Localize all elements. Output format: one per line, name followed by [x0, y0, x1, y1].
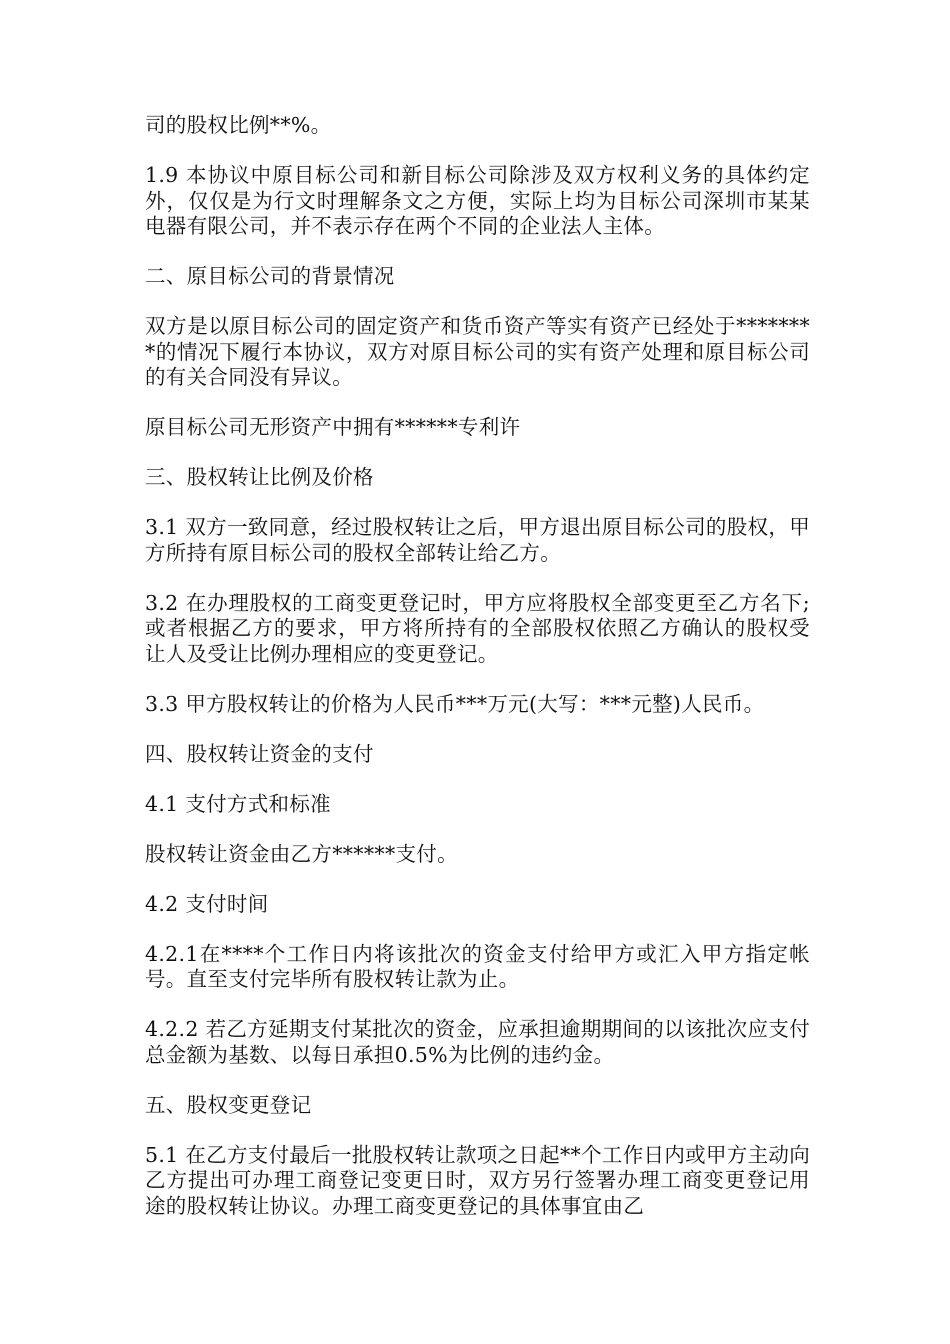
paragraph-clause-3-3: 3.3 甲方股权转让的价格为人民币***万元(大写：***元整)人民币。	[145, 691, 765, 716]
document-body	[145, 113, 810, 1244]
paragraph-background: 双方是以原目标公司的固定资产和货币资产等实有资产已经处于********的情况下履行本协议，双方对原目标公司的实有资产处理和原目标公司的有关合同没有异议。	[145, 314, 810, 389]
section-heading-2: 二、原目标公司的背景情况	[145, 264, 395, 288]
paragraph-clause-3-1: 3.1 双方一致同意，经过股权转让之后，甲方退出原目标公司的股权，甲方所持有原目标公司的股权全部转让给乙方。	[145, 515, 810, 565]
paragraph-clause-1-9: 1.9 本协议中原目标公司和新目标公司除涉及双方权利义务的具体约定外，仅仅是为行文时理解条文之方便，实际上均为目标公司深圳市某某电器有限公司，并不表示存在两个不同的企业法人主体。	[145, 163, 810, 238]
paragraph-clause-4-2-1: 4.2.1在****个工作日内将该批次的资金支付给甲方或汇入甲方指定帐号。直至支付完毕所有股权转让款为止。	[145, 941, 810, 991]
paragraph-clause-5-1: 5.1 在乙方支付最后一批股权转让款项之日起**个工作日内或甲方主动向乙方提出可办理工商登记变更日时，双方另行签署办理工商变更登记用途的股权转让协议。办理工商变更登记的具体事宜由乙	[145, 1142, 810, 1218]
paragraph-clause-4-2-2: 4.2.2 若乙方延期支付某批次的资金，应承担逾期期间的以该批次应支付总金额为基数、以每日承担0.5%为比例的违约金。	[145, 1017, 810, 1067]
subheading-4-1: 4.1 支付方式和标准	[145, 791, 331, 816]
paragraph-clause-1-8-end: 司的股权比例**%。	[145, 113, 332, 137]
subheading-4-2: 4.2 支付时间	[145, 891, 269, 916]
paragraph-clause-3-2: 3.2 在办理股权的工商变更登记时，甲方应将股权全部变更至乙方名下;或者根据乙方的要求，甲方将所持有的全部股权依照乙方确认的股权受让人及受让比例办理相应的变更登记。	[145, 590, 810, 666]
paragraph-payment-method: 股权转让资金由乙方******支付。	[145, 841, 458, 866]
section-heading-5: 五、股权变更登记	[145, 1092, 312, 1117]
section-heading-3: 三、股权转让比例及价格	[145, 465, 374, 489]
section-heading-4: 四、股权转让资金的支付	[145, 741, 374, 766]
paragraph-intangible-assets: 原目标公司无形资产中拥有******专利许	[145, 415, 521, 439]
